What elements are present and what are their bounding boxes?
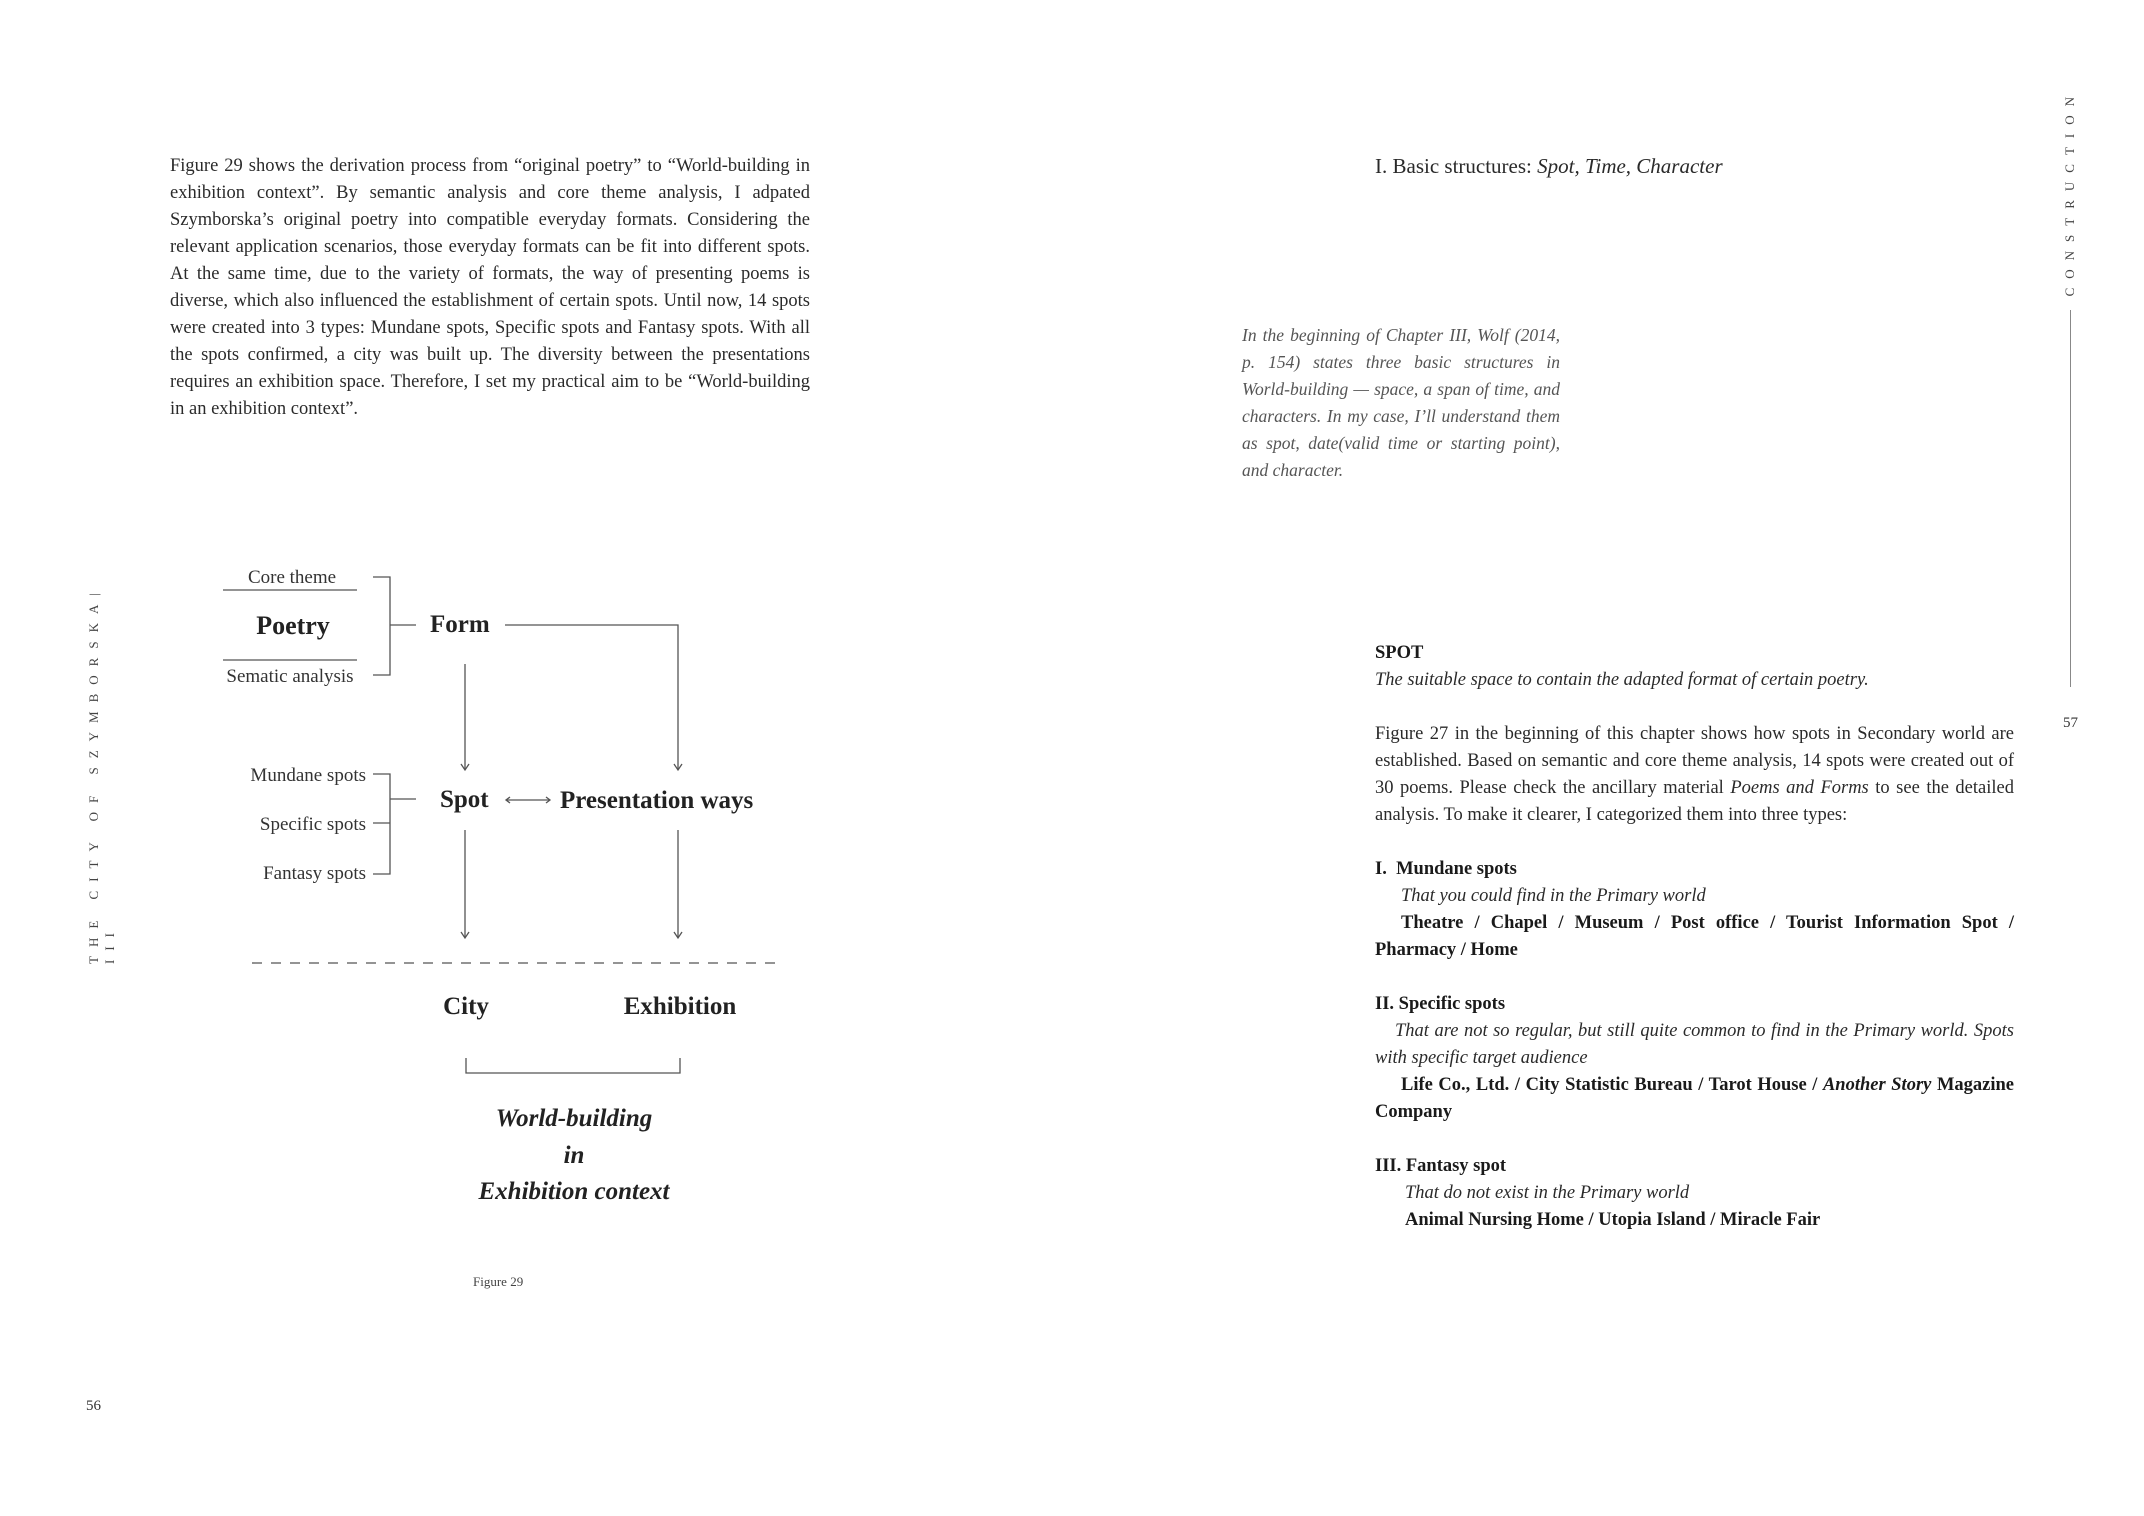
running-head-rule (2070, 310, 2071, 687)
type-mundane (1375, 856, 2014, 964)
result-line-1: World-building (495, 1105, 653, 1132)
paragraph-italic: Poems and Forms (1730, 778, 1869, 798)
spot-paragraph (1375, 721, 2014, 829)
page-number-left: 56 (86, 1398, 101, 1414)
form-to-presentation-connector (505, 625, 678, 770)
type-title: III. Fantasy spot (1375, 1156, 1507, 1176)
heading-prefix: I. Basic structures: (1375, 154, 1538, 178)
type-items: Theatre / Chapel / Museum / Post office / Tourist Information Spot / Pharmacy / Home (1375, 913, 2014, 960)
spot-label: Spot (440, 786, 489, 813)
presentation-ways-label: Presentation ways (560, 787, 754, 814)
fantasy-spots-label: Fantasy spots (263, 863, 366, 884)
paragraph-text: to see the detailed analysis. To make it clearer, I categorized them into three types: (1375, 778, 2014, 825)
type-items: Animal Nursing Home / Utopia Island / Miracle Fair (1405, 1210, 1821, 1230)
type-title: II. Specific spots (1375, 994, 1506, 1014)
result-line-3: Exhibition context (478, 1178, 670, 1205)
page-number-right: 57 (2063, 715, 2078, 731)
form-label: Form (430, 611, 490, 638)
spot-title: SPOT (1375, 643, 1424, 663)
items-text: Life Co., Ltd. / City Statistic Bureau / Tarot House / (1401, 1075, 1823, 1095)
result-line-2: in (563, 1142, 585, 1169)
type-items (1375, 1072, 2014, 1126)
core-theme-label: Core theme (247, 567, 337, 588)
heading-italic: Spot, Time, Character (1537, 154, 1723, 178)
section-heading (1375, 154, 1723, 179)
type-description: That you could find in the Primary world (1401, 886, 1706, 906)
city-exhibition-bracket (466, 1058, 680, 1073)
spot-types-bracket (373, 774, 390, 874)
type-specific (1375, 991, 2014, 1126)
intro-paragraph: Figure 29 shows the derivation process from “original poetry” to “World-building in exhibition context”. By semantic analysis and core theme analysis, I adpated Szymborska’s original poetry into compatible everyday formats. Considering the relevant application scenarios, those everyday formats can be fit into different spots. At the same time, due to the variety of formats, the way of presenting poems is diverse, which also influenced the establishment of certain spots. Until now, 14 spots were created into 3 types: Mundane spots, Specific spots and Fantasy spots. With all the spots confirmed, a city was built up. The diversity between the presentations requires an exhibition space. Therefore, I set my practical aim to be “World-building in an exhibition context”. (170, 156, 810, 419)
mundane-spots-label: Mundane spots (250, 765, 366, 786)
poetry-label: Poetry (256, 611, 330, 640)
city-label: City (443, 993, 489, 1020)
left-running-head: THE CITY OF SZYMBORSKA| III (86, 584, 117, 964)
items-italic: Another Story (1822, 1075, 1932, 1095)
specific-spots-label: Specific spots (259, 814, 366, 835)
exhibition-label: Exhibition (623, 993, 737, 1020)
poetry-bracket (373, 577, 390, 675)
type-title: I. Mundane spots (1375, 859, 1517, 879)
side-quote: In the beginning of Chapter III, Wolf (2014, p. 154) states three basic structures in World-building — space, a span of time, and characters. In my case, I’ll understand them as spot, date(valid time or starting point), and character. (1242, 325, 1560, 480)
type-fantasy (1375, 1153, 2014, 1234)
right-running-head: CONSTRUCTION (2062, 88, 2077, 297)
spot-section (1375, 640, 2014, 1234)
semantic-analysis-label: Sematic analysis (226, 666, 354, 687)
items-text: Magazine Company (1375, 1075, 2014, 1122)
figure-caption: Figure 29 (473, 1274, 524, 1289)
type-description: That are not so regular, but still quite common to find in the Primary world. Spots with specific target audience (1375, 1021, 2014, 1068)
type-description: That do not exist in the Primary world (1405, 1183, 1690, 1203)
spot-definition: The suitable space to contain the adapted format of certain poetry. (1375, 670, 1869, 690)
paragraph-text: Figure 27 in the beginning of this chapter shows how spots in Secondary world are established. Based on semantic and core theme analysis, 14 spots were created out of 30 poems. Please check the ancillary material (1375, 724, 2014, 798)
